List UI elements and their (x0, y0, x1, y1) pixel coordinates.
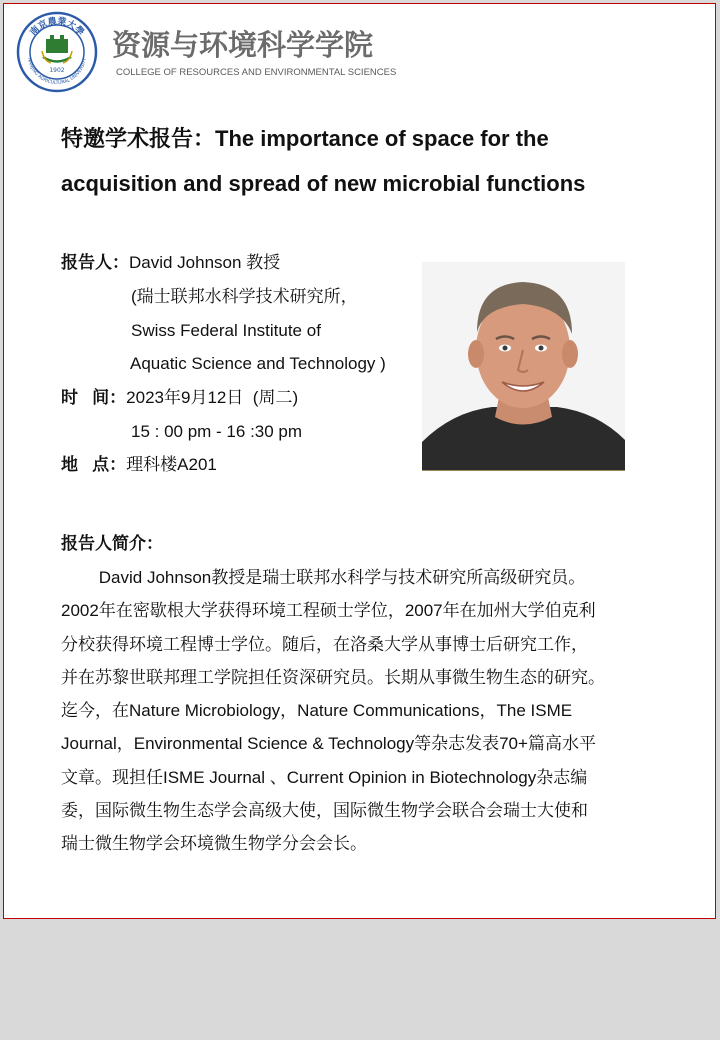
speaker-row (61, 246, 280, 280)
time-row (61, 381, 298, 415)
poster-slide (3, 3, 716, 919)
university-logo (16, 11, 98, 93)
bio-line: 并在苏黎世联邦理工学院担任资深研究员。长期从事微生物生态的研究。 (61, 667, 605, 687)
time-date: 2023年9月12日 (周二) (126, 388, 299, 407)
place-row (61, 448, 217, 482)
logo-top-text: 南京農業大學 (28, 16, 86, 38)
logo-year: 1902 (49, 67, 65, 74)
bio-line: 分校获得环境工程博士学位。随后，在洛桑大学从事博士后研究工作， (61, 634, 588, 654)
time-hours: 15 : 00 pm - 16 :30 pm (131, 422, 303, 441)
bio-line: Journal，Environmental Science & Technology等杂志发表70+篇高水平 (61, 734, 596, 754)
bio-line: 迄今，在Nature Microbiology，Nature Communications，The ISME (61, 701, 573, 721)
bio-line: 2002年在密歇根大学获得环境工程硕士学位，2007年在加州大学伯克利 (61, 601, 596, 621)
speaker-affiliation-2: Swiss Federal Institute of (131, 321, 321, 340)
background-area (0, 920, 720, 1040)
bio-heading: 报告人简介： (61, 534, 163, 553)
speaker-name: David Johnson 教授 (129, 253, 281, 272)
bio-line: 瑞士微生物学会环境微生物学分会会长。 (61, 834, 367, 854)
speaker-label: 报告人： (61, 253, 129, 272)
bio-line: David Johnson教授是瑞士联邦水科学与技术研究所高级研究员。 (61, 568, 586, 587)
college-name-en: COLLEGE OF RESOURCES AND ENVIRONMENTAL SCIENCES (116, 67, 397, 78)
bio-text (61, 561, 661, 861)
talk-title-line-1: 特邀学术报告：The importance of space for the (61, 126, 549, 151)
place-value: 理科楼A201 (126, 455, 217, 474)
logo-bottom-text: NANJING AGRICULTURAL UNIVERSITY (26, 57, 88, 87)
time-label: 时 间： (61, 388, 127, 407)
speaker-affiliation-1: (瑞士联邦水科学技术研究所， (131, 287, 358, 306)
talk-title-line-2: acquisition and spread of new microbial functions (61, 171, 586, 196)
talk-title (61, 116, 681, 206)
place-label: 地 点： (61, 455, 127, 474)
college-name-cn: 资源与环境科学学院 (112, 30, 374, 62)
bio-line: 文章。现担任ISME Journal 、Current Opinion in Biotechnology杂志编 (61, 767, 588, 787)
bio-line: 委，国际微生物生态学会高级大使，国际微生物学会联合会瑞士大使和 (61, 801, 588, 821)
speaker-affiliation-3: Aquatic Science and Technology ) (130, 354, 386, 373)
speaker-photo (422, 262, 625, 471)
